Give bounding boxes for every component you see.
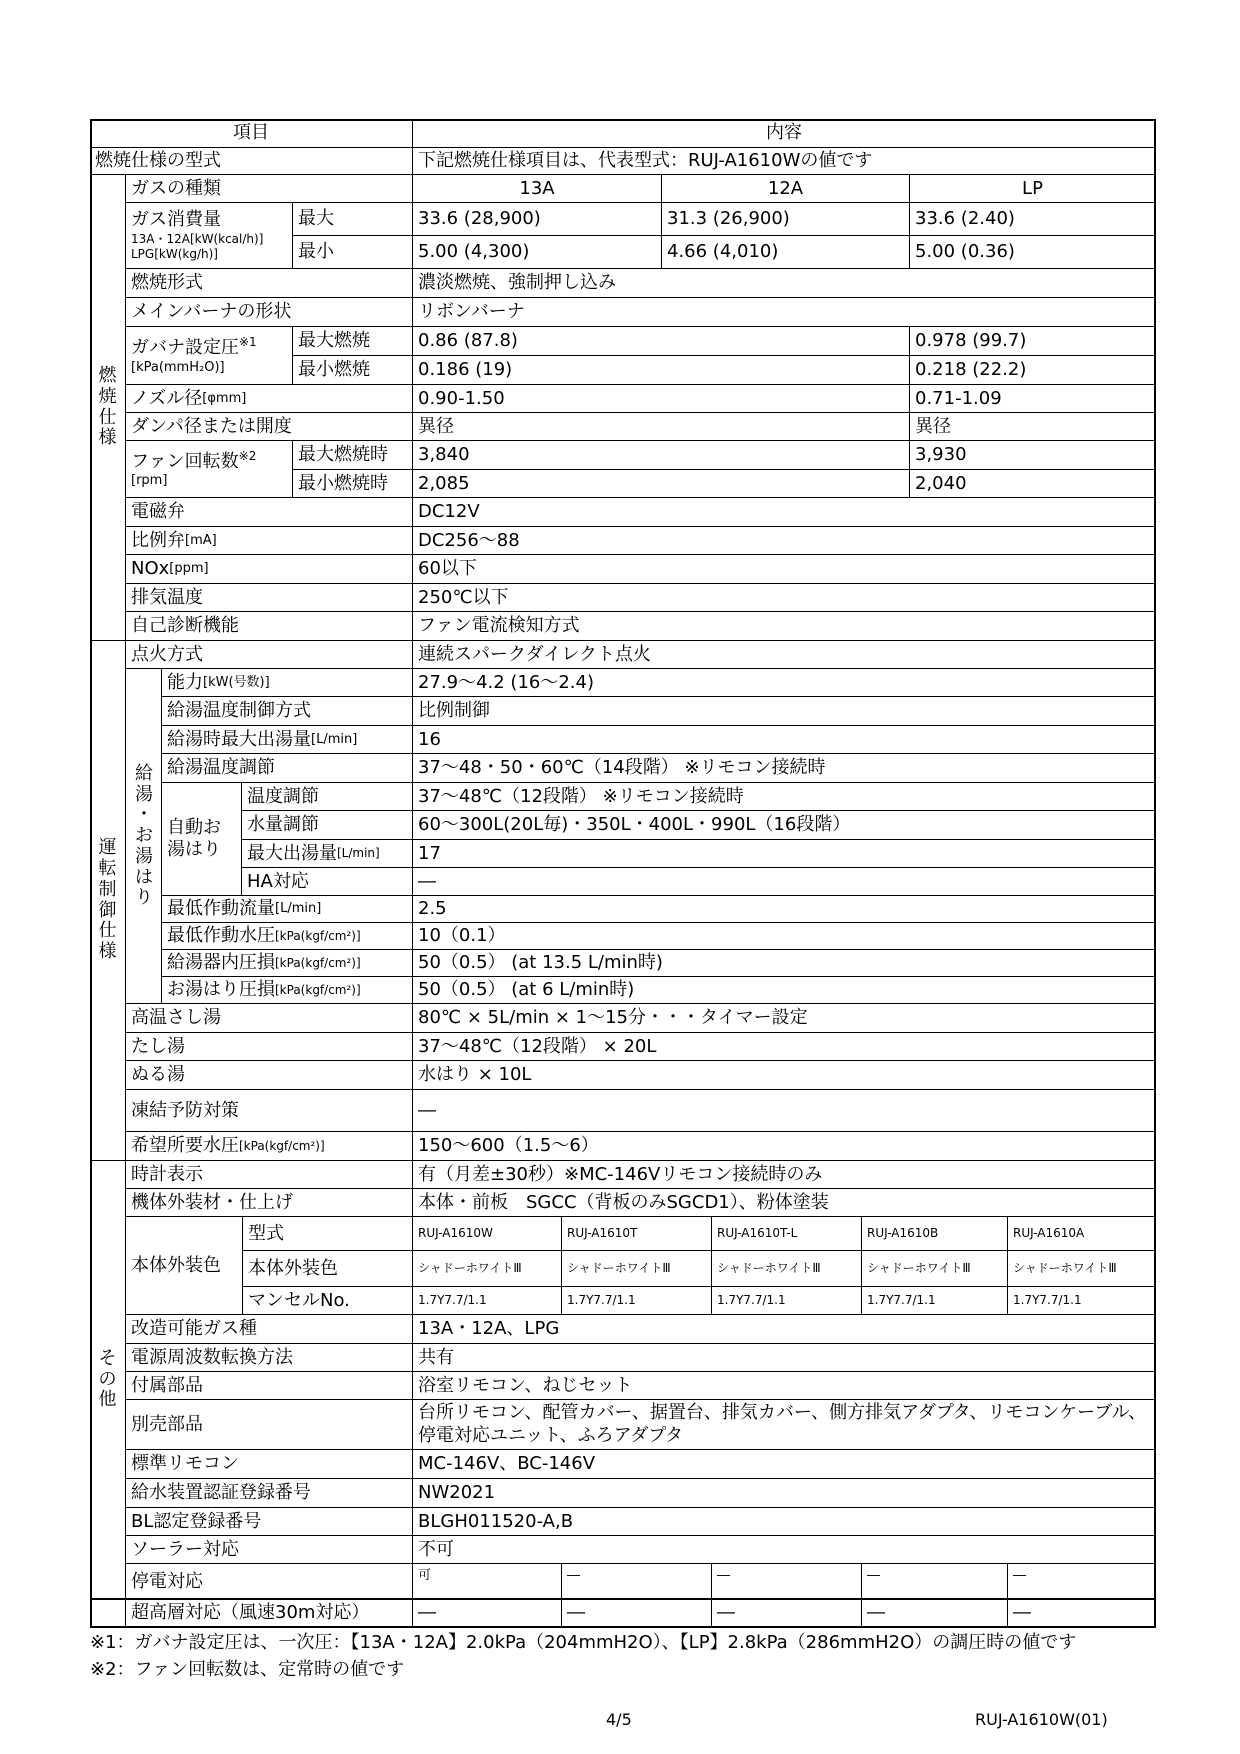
nox-label: NOx [ppm] <box>126 555 413 584</box>
model-row-label: 燃焼仕様の型式 <box>90 148 413 175</box>
note-2: ※2：ファン回転数は、定常時の値です <box>90 1659 405 1680</box>
governor-min-value: 0.186 (19) <box>413 356 910 385</box>
highrise-3: ― <box>712 1600 862 1628</box>
max-flow-label: 給湯時最大出湯量 [L/min] <box>162 726 413 754</box>
prop-valve-label: 比例弁 [mA] <box>126 527 413 555</box>
body-color-3: シャドーホワイトⅢ <box>712 1251 862 1287</box>
combustion-section-label: 燃 焼 仕 様 <box>90 175 126 641</box>
optional-label: 別売部品 <box>126 1400 413 1450</box>
blackout-3: ― <box>712 1564 862 1600</box>
solar-value: 不可 <box>413 1536 1156 1564</box>
min-flow-value: 2.5 <box>413 896 1156 923</box>
nuruyu-label: ぬる湯 <box>126 1061 413 1090</box>
nuruyu-value: 水はり × 10L <box>413 1061 1156 1090</box>
gas-consumption-min-12a: 4.66 (4,010) <box>662 236 910 269</box>
clock-value: 有（月差±30秒）※MC-146Vリモコン接続時のみ <box>413 1161 1156 1189</box>
remote-label: 標準リモコン <box>126 1450 413 1479</box>
material-value: 本体・前板 SGCC（背板のみSGCD1）、粉体塗装 <box>413 1189 1156 1217</box>
pressure-req-label: 希望所要水圧 [kPa(kgf/cm²)] <box>126 1132 413 1161</box>
note-1: ※1：ガバナ設定圧は、一次圧：【13A・12A】2.0kPa（204mmH2O）、【LP】2.8kPa（286mmH2O）の調圧時の値です <box>90 1632 1077 1653</box>
highrise-2: ― <box>562 1600 712 1628</box>
solenoid-value: DC12V <box>413 498 1156 527</box>
loss-fill-value: 50（0.5） (at 6 L/min時) <box>413 977 1156 1004</box>
min-pressure-value: 10（0.1） <box>413 923 1156 950</box>
body-color-1: シャドーホワイトⅢ <box>413 1251 562 1287</box>
page-number: 4/5 <box>606 1710 632 1729</box>
nozzle-value: 0.90-1.50 <box>413 385 910 413</box>
governor-min-lp: 0.218 (22.2) <box>910 356 1156 385</box>
loss-heater-label: 給湯器内圧損 [kPa(kgf/cm²)] <box>162 950 413 977</box>
prop-valve-value: DC256～88 <box>413 527 1156 555</box>
diagnosis-label: 自己診断機能 <box>126 612 413 641</box>
temp-control-value: 比例制御 <box>413 697 1156 726</box>
munsell-5: 1.7Y7.7/1.1 <box>1008 1287 1156 1315</box>
exhaust-label: 排気温度 <box>126 584 413 612</box>
body-model-3: RUJ-A1610T-L <box>712 1217 862 1251</box>
damper-value: 異径 <box>413 413 910 441</box>
nozzle-lp: 0.71-1.09 <box>910 385 1156 413</box>
cert-label: 給水装置認証登録番号 <box>126 1479 413 1508</box>
burn-type-value: 濃淡燃焼、強制押し込み <box>413 269 1156 298</box>
body-model-2: RUJ-A1610T <box>562 1217 712 1251</box>
fan-max-value: 3,840 <box>413 441 910 470</box>
temp-adjust-value: 37～48・50・60℃（14段階） ※リモコン接続時 <box>413 754 1156 783</box>
burner-shape-label: メインバーナの形状 <box>126 298 413 327</box>
loss-heater-value: 50（0.5） (at 13.5 L/min時) <box>413 950 1156 977</box>
blackout-5: ― <box>1008 1564 1156 1600</box>
highrise-4: ― <box>862 1600 1008 1628</box>
auto-fill-temp-label: 温度調節 <box>242 783 413 811</box>
fan-max-lp: 3,930 <box>910 441 1156 470</box>
gas-consumption-max-13a: 33.6 (28,900) <box>413 203 662 236</box>
ignition-label: 点火方式 <box>126 641 413 669</box>
auto-fill-ha-label: HA対応 <box>242 868 413 896</box>
body-color-2: シャドーホワイトⅢ <box>562 1251 712 1287</box>
gas-consumption-max-lp: 33.6 (2.40) <box>910 203 1156 236</box>
material-label: 機体外装材・仕上げ <box>126 1189 413 1217</box>
kyuto-ohari-label: 給 湯 ・ お 湯 は り <box>135 763 153 909</box>
accessory-value: 浴室リモコン、ねじセット <box>413 1372 1156 1400</box>
body-model-label: 型式 <box>243 1217 413 1251</box>
solar-label: ソーラー対応 <box>126 1536 413 1564</box>
auto-fill-maxflow-value: 17 <box>413 840 1156 868</box>
damper-label: ダンパ径または開度 <box>126 413 413 441</box>
loss-fill-label: お湯はり圧損 [kPa(kgf/cm²)] <box>162 977 413 1004</box>
burner-shape-value: リボンバーナ <box>413 298 1156 327</box>
governor-max-label: 最大燃焼 <box>293 327 413 356</box>
highrise-5: ― <box>1008 1600 1156 1628</box>
max-flow-value: 16 <box>413 726 1156 754</box>
gas-consumption-min-lp: 5.00 (0.36) <box>910 236 1156 269</box>
header-item: 項目 <box>90 119 413 148</box>
fan-label: ファン回転数$^{※2}$ [rpm] <box>126 441 293 498</box>
governor-label: ガバナ設定圧$^{※1}$ [kPa(mmH₂O)] <box>126 327 293 385</box>
fan-min-label: 最小燃焼時 <box>293 470 413 498</box>
blackout-label: 停電対応 <box>126 1564 413 1600</box>
min-pressure-label: 最低作動水圧 [kPa(kgf/cm²)] <box>162 923 413 950</box>
fan-min-value: 2,085 <box>413 470 910 498</box>
body-color-sub-label: 本体外装色 <box>243 1251 413 1287</box>
accessory-label: 付属部品 <box>126 1372 413 1400</box>
munsell-2: 1.7Y7.7/1.1 <box>562 1287 712 1315</box>
munsell-1: 1.7Y7.7/1.1 <box>413 1287 562 1315</box>
doc-code: RUJ-A1610W(01) <box>975 1710 1108 1729</box>
auto-fill-label: 自動お 湯はり <box>162 783 242 896</box>
blackout-2: ― <box>562 1564 712 1600</box>
munsell-3: 1.7Y7.7/1.1 <box>712 1287 862 1315</box>
bl-value: BLGH011520-A,B <box>413 1508 1156 1536</box>
nozzle-label: ノズル径 [φmm] <box>126 385 413 413</box>
solenoid-label: 電磁弁 <box>126 498 413 527</box>
damper-lp: 異径 <box>910 413 1156 441</box>
gas-consumption-min-label: 最小 <box>293 236 413 269</box>
auto-fill-temp-value: 37～48℃（12段階） ※リモコン接続時 <box>413 783 1156 811</box>
diagnosis-value: ファン電流検知方式 <box>413 612 1156 641</box>
gas-type-12a: 12A <box>662 175 910 203</box>
gas-consumption-label: ガス消費量 13A・12A[kW(kcal/h)] LPG[kW(kg/h)] <box>126 203 293 269</box>
body-model-5: RUJ-A1610A <box>1008 1217 1156 1251</box>
gas-consumption-max-label: 最大 <box>293 203 413 236</box>
operation-section-label: 運 転 制 御 仕 様 <box>90 641 126 1161</box>
exhaust-value: 250℃以下 <box>413 584 1156 612</box>
highrise-1: ― <box>413 1600 562 1628</box>
convert-gas-value: 13A・12A、LPG <box>413 1315 1156 1344</box>
fan-min-lp: 2,040 <box>910 470 1156 498</box>
header-content: 内容 <box>413 119 1156 148</box>
hot-add-value: 80℃ × 5L/min × 1～15分・・・タイマー設定 <box>413 1004 1156 1033</box>
remote-value: MC-146V、BC-146V <box>413 1450 1156 1479</box>
auto-fill-ha-value: ― <box>413 868 1156 896</box>
tashiyu-value: 37～48℃（12段階） × 20L <box>413 1033 1156 1061</box>
body-color-4: シャドーホワイトⅢ <box>862 1251 1008 1287</box>
gas-consumption-max-12a: 31.3 (26,900) <box>662 203 910 236</box>
min-flow-label: 最低作動流量 [L/min] <box>162 896 413 923</box>
pressure-req-value: 150～600（1.5～6） <box>413 1132 1156 1161</box>
gas-type-label: ガスの種類 <box>126 175 413 203</box>
munsell-4: 1.7Y7.7/1.1 <box>862 1287 1008 1315</box>
freeze-value: ― <box>413 1090 1156 1132</box>
tashiyu-label: たし湯 <box>126 1033 413 1061</box>
capacity-value: 27.9～4.2 (16～2.4) <box>413 669 1156 697</box>
auto-fill-water-value: 60～300L(20L毎)・350L・400L・990L（16段階） <box>413 811 1156 840</box>
cert-value: NW2021 <box>413 1479 1156 1508</box>
temp-control-label: 給湯温度制御方式 <box>162 697 413 726</box>
freeze-label: 凍結予防対策 <box>126 1090 413 1132</box>
gas-type-13a: 13A <box>413 175 662 203</box>
other-section-label: そ の 他 <box>90 1161 126 1600</box>
highrise-label: 超高層対応（風速30m対応） <box>126 1600 413 1628</box>
body-model-4: RUJ-A1610B <box>862 1217 1008 1251</box>
gas-type-lp: LP <box>910 175 1156 203</box>
highrise-section-gap <box>90 1600 126 1628</box>
body-model-1: RUJ-A1610W <box>413 1217 562 1251</box>
body-color-label: 本体外装色 <box>126 1217 243 1315</box>
governor-max-lp: 0.978 (99.7) <box>910 327 1156 356</box>
nox-value: 60以下 <box>413 555 1156 584</box>
clock-label: 時計表示 <box>126 1161 413 1189</box>
fan-max-label: 最大燃焼時 <box>293 441 413 470</box>
ignition-value: 連続スパークダイレクト点火 <box>413 641 1156 669</box>
model-row-value: 下記燃焼仕様項目は、代表型式：RUJ-A1610Wの値です <box>413 148 1156 175</box>
body-color-5: シャドーホワイトⅢ <box>1008 1251 1156 1287</box>
burn-type-label: 燃焼形式 <box>126 269 413 298</box>
convert-gas-label: 改造可能ガス種 <box>126 1315 413 1344</box>
munsell-label: マンセルNo. <box>243 1287 413 1315</box>
bl-label: BL認定登録番号 <box>126 1508 413 1536</box>
auto-fill-water-label: 水量調節 <box>242 811 413 840</box>
governor-max-value: 0.86 (87.8) <box>413 327 910 356</box>
freq-label: 電源周波数転換方法 <box>126 1344 413 1372</box>
auto-fill-maxflow-label: 最大出湯量 [L/min] <box>242 840 413 868</box>
freq-value: 共有 <box>413 1344 1156 1372</box>
blackout-1: 可 <box>413 1564 562 1600</box>
gas-consumption-min-13a: 5.00 (4,300) <box>413 236 662 269</box>
governor-min-label: 最小燃焼 <box>293 356 413 385</box>
optional-value: 台所リモコン、配管カバー、据置台、排気カバー、側方排気アダプタ、リモコンケーブル、停電対応ユニット、ふろアダプタ <box>413 1400 1156 1450</box>
hot-add-label: 高温さし湯 <box>126 1004 413 1033</box>
temp-adjust-label: 給湯温度調節 <box>162 754 413 783</box>
capacity-label: 能力 [kW(号数)] <box>162 669 413 697</box>
blackout-4: ― <box>862 1564 1008 1600</box>
